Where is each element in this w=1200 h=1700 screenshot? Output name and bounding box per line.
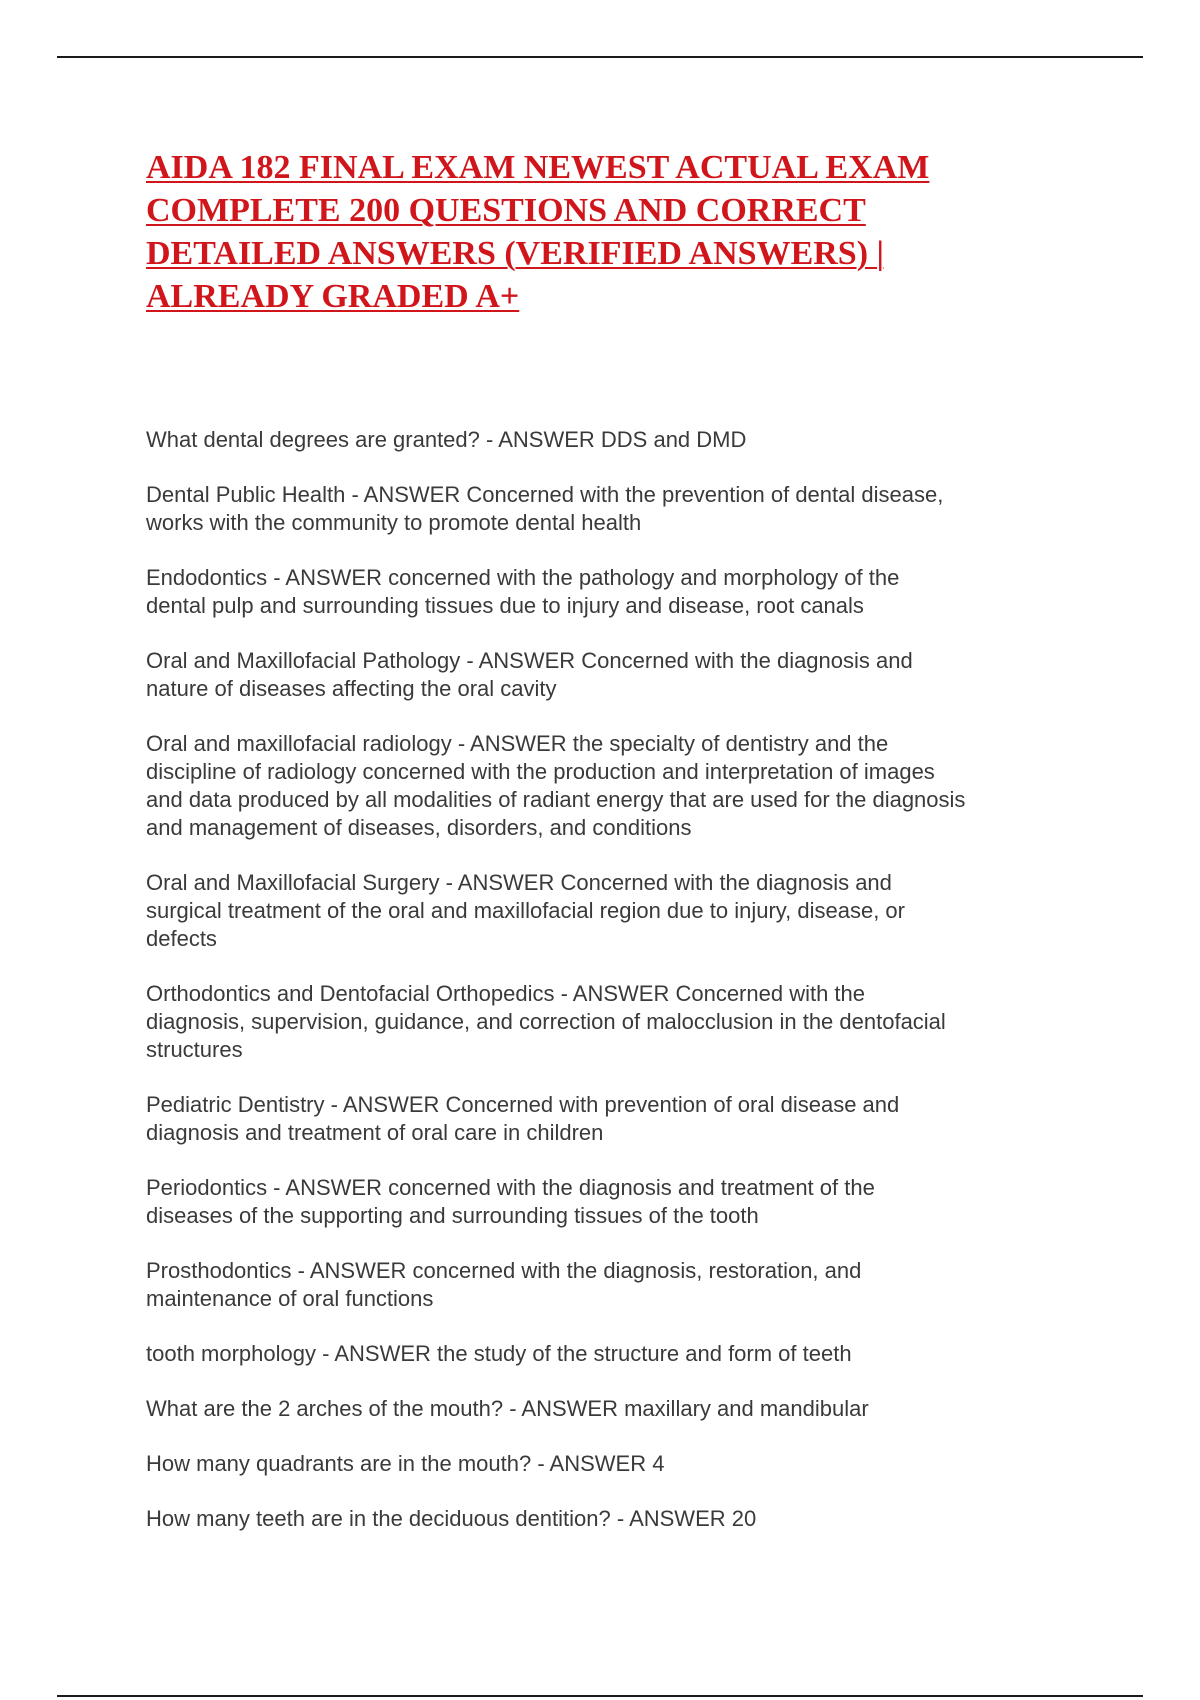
qa-item — [146, 1257, 1066, 1313]
qa-item — [146, 1091, 1066, 1147]
qa-line: Orthodontics and Dentofacial Orthopedics - ANSWER Concerned with the — [146, 981, 866, 1006]
qa-line: defects — [146, 926, 217, 951]
title-line: DETAILED ANSWERS (VERIFIED ANSWERS) | — [146, 235, 885, 272]
title-line: ALREADY GRADED A+ — [146, 278, 520, 315]
qa-line: tooth morphology - ANSWER the study of the structure and form of teeth — [146, 1341, 852, 1366]
qa-line: How many teeth are in the deciduous dentition? - ANSWER 20 — [146, 1506, 757, 1531]
qa-item — [146, 1505, 1066, 1533]
qa-line: diseases of the supporting and surrounding tissues of the tooth — [146, 1203, 759, 1228]
qa-line: Periodontics - ANSWER concerned with the diagnosis and treatment of the — [146, 1175, 875, 1200]
qa-line: diagnosis, supervision, guidance, and correction of malocclusion in the dentofacial — [146, 1009, 946, 1034]
qa-item — [146, 869, 1066, 953]
qa-line: Oral and Maxillofacial Surgery - ANSWER Concerned with the diagnosis and — [146, 870, 892, 895]
qa-line: and management of diseases, disorders, and conditions — [146, 815, 692, 840]
qa-line: nature of diseases affecting the oral cavity — [146, 676, 557, 701]
qa-line: Endodontics - ANSWER concerned with the pathology and morphology of the — [146, 565, 900, 590]
title-line: AIDA 182 FINAL EXAM NEWEST ACTUAL EXAM — [146, 149, 930, 186]
qa-line: discipline of radiology concerned with the production and interpretation of images — [146, 759, 935, 784]
qa-line: What dental degrees are granted? - ANSWER DDS and DMD — [146, 427, 747, 452]
qa-line: How many quadrants are in the mouth? - ANSWER 4 — [146, 1451, 665, 1476]
qa-line: Dental Public Health - ANSWER Concerned with the prevention of dental disease, — [146, 482, 944, 507]
qa-item — [146, 564, 1066, 620]
qa-line: Oral and Maxillofacial Pathology - ANSWER Concerned with the diagnosis and — [146, 648, 913, 673]
qa-line: What are the 2 arches of the mouth? - ANSWER maxillary and mandibular — [146, 1396, 869, 1421]
qa-item — [146, 1340, 1066, 1368]
qa-line: dental pulp and surrounding tissues due to injury and disease, root canals — [146, 593, 864, 618]
qa-item — [146, 730, 1066, 842]
top-rule — [57, 56, 1143, 58]
document-title — [146, 146, 1046, 318]
qa-line: surgical treatment of the oral and maxillofacial region due to injury, disease, or — [146, 898, 905, 923]
bottom-rule — [57, 1695, 1143, 1697]
qa-item — [146, 980, 1066, 1064]
qa-list — [146, 426, 1066, 1560]
qa-item — [146, 426, 1066, 454]
qa-line: Oral and maxillofacial radiology - ANSWER the specialty of dentistry and the — [146, 731, 889, 756]
qa-line: Prosthodontics - ANSWER concerned with the diagnosis, restoration, and — [146, 1258, 862, 1283]
qa-item — [146, 1174, 1066, 1230]
qa-line: diagnosis and treatment of oral care in children — [146, 1120, 604, 1145]
qa-line: Pediatric Dentistry - ANSWER Concerned with prevention of oral disease and — [146, 1092, 900, 1117]
qa-item — [146, 1395, 1066, 1423]
qa-line: structures — [146, 1037, 243, 1062]
qa-item — [146, 481, 1066, 537]
qa-line: works with the community to promote dental health — [146, 510, 642, 535]
qa-item — [146, 1450, 1066, 1478]
qa-line: maintenance of oral functions — [146, 1286, 434, 1311]
qa-item — [146, 647, 1066, 703]
title-line: COMPLETE 200 QUESTIONS AND CORRECT — [146, 192, 866, 229]
qa-line: and data produced by all modalities of radiant energy that are used for the diagnosis — [146, 787, 966, 812]
